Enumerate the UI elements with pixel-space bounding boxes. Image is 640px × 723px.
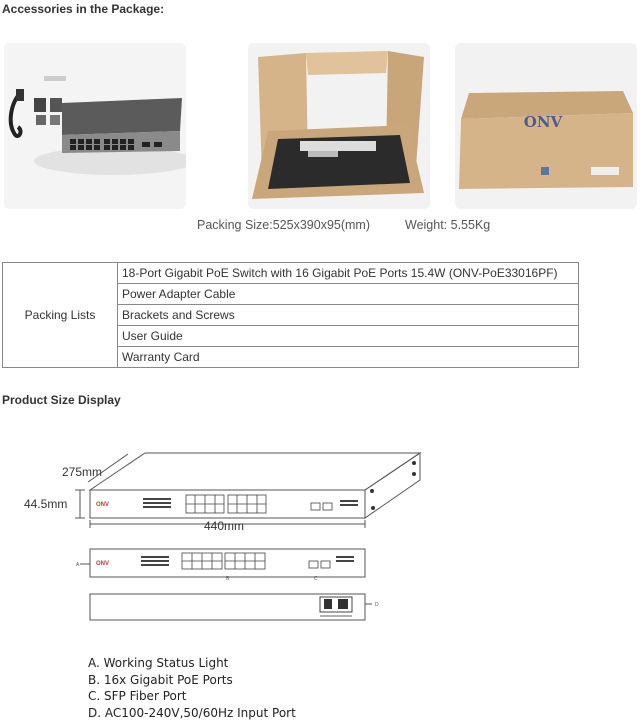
legend-item: B. 16x Gigabit PoE Ports <box>88 672 233 687</box>
packing-lists-table <box>2 262 579 368</box>
legend-item: D. AC100-240V,50/60Hz Input Port <box>88 705 296 720</box>
port-legend <box>88 655 296 721</box>
marker-c: C <box>314 576 318 582</box>
legend-item: A. Working Status Light <box>88 656 229 670</box>
packing-item: 18-Port Gigabit PoE Switch with 16 Gigabit PoE Ports 15.4W (ONV-PoE33016PF) <box>118 263 579 284</box>
packing-item: Brackets and Screws <box>118 305 579 326</box>
depth-label: 275mm <box>62 465 103 479</box>
legend-item: C. SFP Fiber Port <box>88 689 187 703</box>
brand-top-mark: ONV <box>96 502 110 508</box>
width-label: 440mm <box>204 519 245 533</box>
switch-accessories-photo <box>4 43 186 209</box>
product-size-heading: Product Size Display <box>2 393 121 407</box>
weight: Weight: 5.55Kg <box>405 218 491 232</box>
packing-size: Packing Size:525x390x95(mm) <box>197 218 370 232</box>
packing-item: Power Adapter Cable <box>118 284 579 305</box>
marker-b: B <box>226 576 230 582</box>
table-row <box>3 263 579 284</box>
packing-lists-label: Packing Lists <box>3 263 118 368</box>
packing-item: User Guide <box>118 326 579 347</box>
accessories-heading: Accessories in the Package: <box>2 2 165 16</box>
brand-front-mark: ONV <box>96 561 110 567</box>
closed-box-photo <box>455 43 637 209</box>
product-size-diagram <box>0 440 640 630</box>
packing-item: Warranty Card <box>118 347 579 368</box>
open-box-photo <box>248 43 430 209</box>
onv-box-logo: ONV <box>523 113 563 131</box>
marker-a: A <box>76 562 80 568</box>
marker-d: D <box>375 602 379 608</box>
height-label: 44.5mm <box>24 497 68 511</box>
